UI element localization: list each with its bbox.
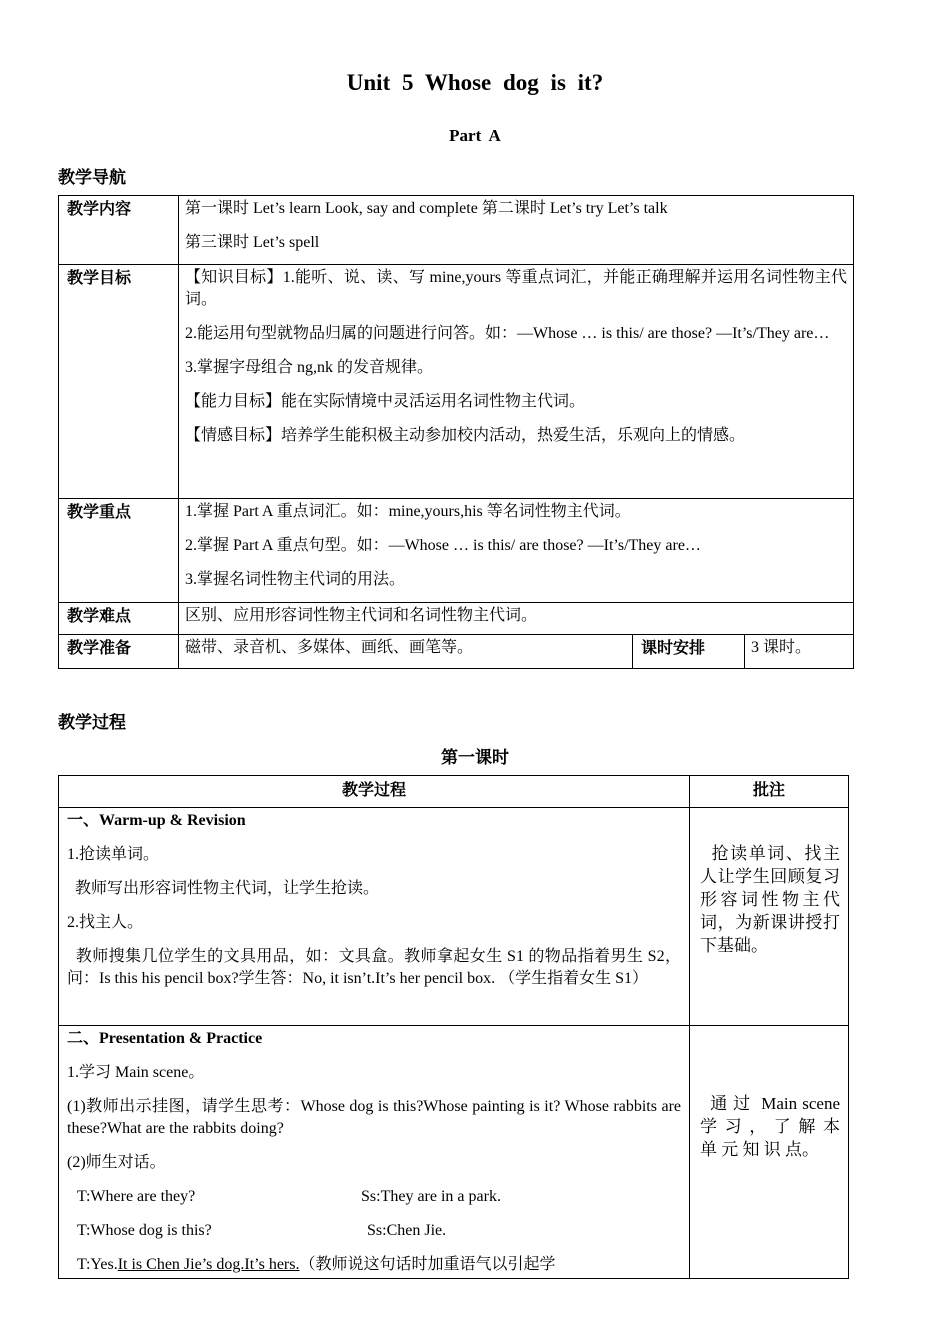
dialogue-1-students: Ss:They are in a park. (361, 1188, 501, 1205)
warmup-content (59, 808, 690, 1026)
header-process: 教学过程 (59, 776, 690, 808)
warmup-step1-detail: 教师写出形容词性物主代词，让学生抢读。 (67, 880, 380, 897)
warmup-step2: 2.找主人。 (67, 914, 144, 931)
row-content (59, 196, 854, 265)
dialogue-2-teacher: T:Whose dog is this? (77, 1222, 212, 1239)
dialogue-3-teacher: T:Yes. (77, 1256, 118, 1273)
warmup-note: 抢读单词、找主人让学生回顾复习形容词性物主代词，为新课讲授打下基础。 (690, 808, 849, 1026)
dialogue-2-students: Ss:Chen Jie. (367, 1222, 447, 1239)
part-title: Part A (449, 126, 501, 145)
value-content (179, 196, 854, 265)
goal-sentence: 2.能运用句型就物品归属的问题进行问答。如：—Whose … is this/ are those? —It’s/They are… (185, 325, 830, 342)
label-key-points: 教学重点 (59, 499, 179, 603)
dialogue-line-3 (67, 1254, 681, 1276)
key-point-1: 1.掌握 Part A 重点词汇。如：mine,yours,his 等名词性物主代词。 (185, 503, 631, 520)
value-key-points (179, 499, 854, 603)
teaching-nav-table (58, 195, 854, 669)
row-difficulties (59, 603, 854, 635)
process-heading: 教学过程 (58, 713, 126, 733)
key-point-3: 3.掌握名词性物主代词的用法。 (185, 571, 406, 588)
value-goals (179, 265, 854, 499)
dialogue-line-1 (67, 1186, 681, 1208)
presentation-row (59, 1026, 849, 1279)
label-content: 教学内容 (59, 196, 179, 265)
warmup-heading: 一、Warm-up & Revision (67, 812, 246, 829)
lesson-heading: 第一课时 (441, 748, 509, 768)
header-notes: 批注 (690, 776, 849, 808)
warmup-step1: 1.抢读单词。 (67, 846, 160, 863)
row-goals (59, 265, 854, 499)
document-title: Unit 5 Whose dog is it? (346, 70, 604, 95)
presentation-step1: 1.学习 Main scene。 (67, 1064, 205, 1081)
teaching-process-table (58, 775, 849, 1279)
value-difficulties: 区别、应用形容词性物主代词和名词性物主代词。 (179, 603, 854, 635)
nav-heading: 教学导航 (58, 168, 126, 188)
presentation-heading: 二、Presentation & Practice (67, 1030, 263, 1047)
dialogue-3-remark: （教师说这句话时加重语气以引起学 (299, 1256, 556, 1273)
warmup-step2-detail: 教师搜集几位学生的文具用品，如：文具盒。教师拿起女生 S1 的物品指着男生 S2，问：Is this his pencil box?学生答：No, it isn’t.It’s her pencil box. （学生指着女生 S1） (67, 948, 681, 987)
dialogue-line-2 (67, 1220, 681, 1242)
content-line2: 第三课时 Let’s spell (185, 234, 320, 251)
value-preparation: 磁带、录音机、多媒体、画纸、画笔等。 (179, 635, 633, 669)
goal-ability: 【能力目标】能在实际情境中灵活运用名词性物主代词。 (185, 393, 586, 410)
presentation-step1a: (1)教师出示挂图，请学生思考：Whose dog is this?Whose painting is it? Whose rabbits are these?What are the rabbits doing? (67, 1098, 681, 1137)
goal-knowledge: 【知识目标】1.能听、说、读、写 mine,yours 等重点词汇，并能正确理解并运用名词性物主代词。 (185, 269, 848, 308)
dialogue-1-teacher: T:Where are they? (77, 1188, 196, 1205)
presentation-step1b: (2)师生对话。 (67, 1154, 166, 1171)
warmup-row (59, 808, 849, 1026)
dialogue-3-underlined: It is Chen Jie’s dog.It’s hers. (117, 1256, 300, 1273)
content-line1: 第一课时 Let’s learn Look, say and complete 第二课时 Let’s try Let’s talk (185, 200, 668, 217)
value-schedule: 3 课时。 (745, 635, 854, 669)
presentation-note: 通 过 Main scene 学 习 ， 了 解 本 单 元 知 识 点。 (690, 1026, 849, 1279)
label-difficulties: 教学难点 (59, 603, 179, 635)
process-header-row (59, 776, 849, 808)
row-key-points (59, 499, 854, 603)
goal-emotion: 【情感目标】培养学生能积极主动参加校内活动，热爱生活，乐观向上的情感。 (185, 427, 746, 444)
row-preparation (59, 635, 854, 669)
presentation-content (59, 1026, 690, 1279)
goal-phonics: 3.掌握字母组合 ng,nk 的发音规律。 (185, 359, 434, 376)
label-schedule: 课时安排 (633, 635, 745, 669)
label-goals: 教学目标 (59, 265, 179, 499)
label-preparation: 教学准备 (59, 635, 179, 669)
key-point-2: 2.掌握 Part A 重点句型。如：—Whose … is this/ are those? —It’s/They are… (185, 537, 701, 554)
